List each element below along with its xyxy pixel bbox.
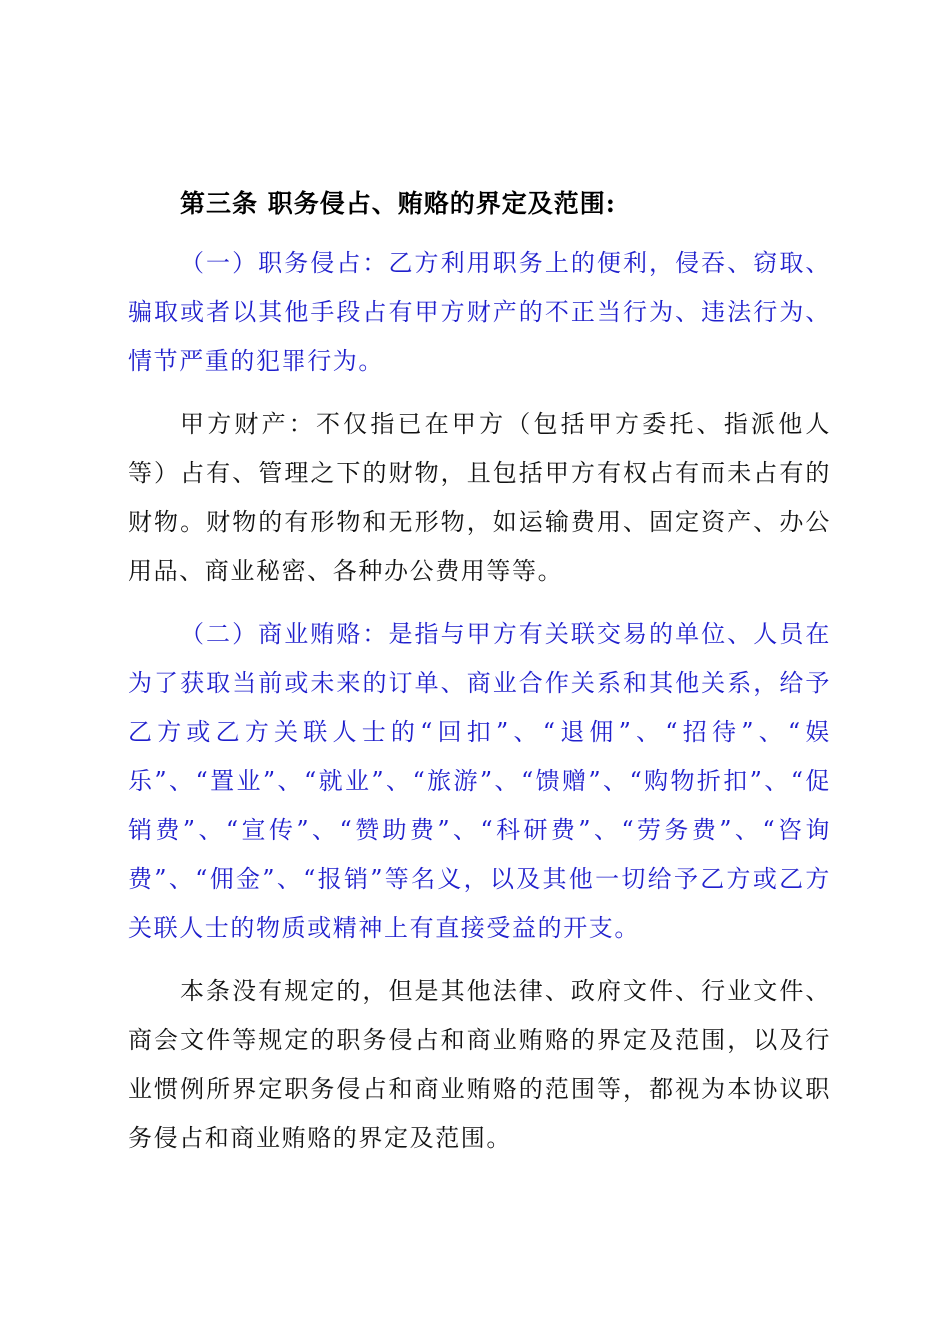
paragraph-embezzlement-definition: （一）职务侵占：乙方利用职务上的便利，侵吞、窃取、骗取或者以其他手段占有甲方财产的不正当行为、违法行为、情节严重的犯罪行为。 (128, 249, 831, 375)
article-heading: 第三条 职务侵占、贿赂的界定及范围: (180, 189, 616, 218)
paragraph-other-provisions: 本条没有规定的，但是其他法律、政府文件、行业文件、商会文件等规定的职务侵占和商业贿赂的界定及范围，以及行业惯例所界定职务侵占和商业贿赂的范围等，都视为本协议职务侵占和商业贿赂的界定及范围。 (128, 977, 831, 1152)
paragraph-commercial-bribery: （二）商业贿赂：是指与甲方有关联交易的单位、人员在为了获取当前或未来的订单、商业合作关系和其他关系，给予乙方或乙方关联人士的“回扣”、“退佣”、“招待”、“娱乐”、“置业”、“就业”、“旅游”、“馈赠”、“购物折扣”、“促销费”、“宣传”、“赞助费”、“科研费”、“劳务费”、“咨询费”、“佣金”、“报销”等名义，以及其他一切给予乙方或乙方关联人士的物质或精神上有直接受益的开支。 (128, 620, 831, 942)
document-page (128, 183, 831, 1177)
paragraph-company-property: 甲方财产：不仅指已在甲方（包括甲方委托、指派他人等）占有、管理之下的财物，且包括甲方有权占有而未占有的财物。财物的有形物和无形物，如运输费用、固定资产、办公用品、商业秘密、各种办公费用等等。 (128, 410, 831, 585)
